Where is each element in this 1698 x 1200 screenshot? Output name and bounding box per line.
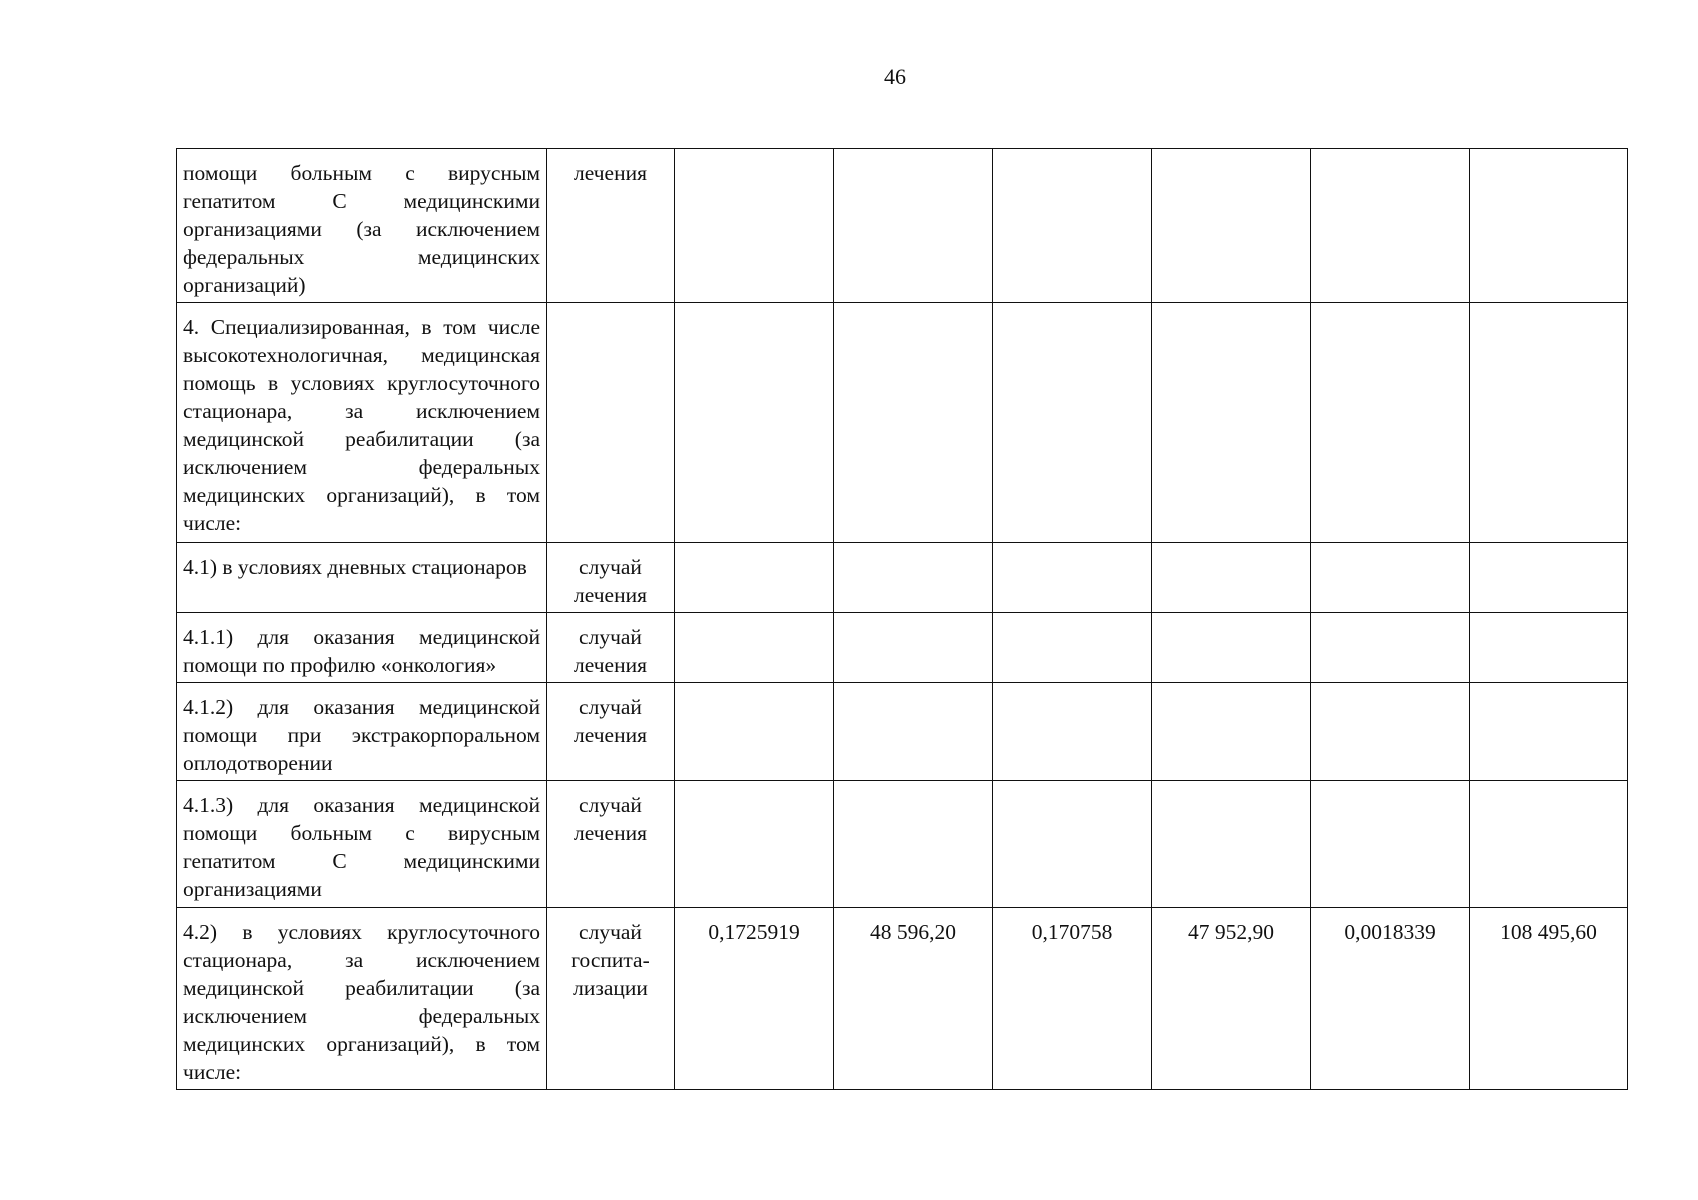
row-value: [834, 781, 993, 908]
row-name: 4. Специализированная, в том числе высокотехнологичная, медицинская помощь в условиях круглосуточного стационара, за исключением медицинской реабилитации (за исключением федеральных медицинских организаций), в том числе:: [177, 303, 547, 543]
page-number: 46: [884, 64, 906, 89]
table-row: [177, 908, 1628, 1090]
table-row: [177, 683, 1628, 781]
row-value: 108 495,60: [1470, 908, 1628, 1090]
row-value: [1152, 543, 1311, 613]
row-value: [993, 683, 1152, 781]
row-unit: случай госпита-лизации: [547, 908, 675, 1090]
table-row: [177, 303, 1628, 543]
row-value: 48 596,20: [834, 908, 993, 1090]
row-value: [834, 149, 993, 303]
row-name: 4.1) в условиях дневных стационаров: [177, 543, 547, 613]
row-value: [1152, 303, 1311, 543]
row-value: [834, 683, 993, 781]
row-value: 47 952,90: [1152, 908, 1311, 1090]
row-value: [993, 543, 1152, 613]
row-value: 0,170758: [993, 908, 1152, 1090]
row-value: [1470, 149, 1628, 303]
row-value: [1311, 781, 1470, 908]
row-value: [1311, 149, 1470, 303]
row-value: [1311, 613, 1470, 683]
row-unit: [547, 303, 675, 543]
data-table: [176, 148, 1628, 1090]
row-value: [993, 781, 1152, 908]
row-value: 0,1725919: [675, 908, 834, 1090]
row-value: [675, 683, 834, 781]
row-value: [1152, 149, 1311, 303]
row-value: [675, 781, 834, 908]
table-row: [177, 543, 1628, 613]
row-value: [1470, 683, 1628, 781]
row-name: 4.1.3) для оказания медицинской помощи больным с вирусным гепатитом С медицинскими организациями: [177, 781, 547, 908]
row-value: [1470, 781, 1628, 908]
row-value: [675, 149, 834, 303]
row-value: [1152, 613, 1311, 683]
row-value: [834, 543, 993, 613]
row-value: [675, 613, 834, 683]
row-name: 4.1.2) для оказания медицинской помощи при экстракорпоральном оплодотворении: [177, 683, 547, 781]
row-value: [1152, 781, 1311, 908]
row-value: [1311, 683, 1470, 781]
table-row: [177, 781, 1628, 908]
row-value: [993, 613, 1152, 683]
row-value: [1152, 683, 1311, 781]
row-value: [1311, 303, 1470, 543]
row-value: [1470, 613, 1628, 683]
row-value: [993, 303, 1152, 543]
row-value: [1311, 543, 1470, 613]
row-name: помощи больным с вирусным гепатитом С медицинскими организациями (за исключением федеральных медицинских организаций): [177, 149, 547, 303]
row-value: [1470, 303, 1628, 543]
row-unit: случай лечения: [547, 683, 675, 781]
row-name: 4.2) в условиях круглосуточного стационара, за исключением медицинской реабилитации (за исключением федеральных медицинских организаций), в том числе:: [177, 908, 547, 1090]
row-value: [1470, 543, 1628, 613]
row-unit: случай лечения: [547, 613, 675, 683]
table-row: [177, 613, 1628, 683]
row-value: [834, 303, 993, 543]
row-value: [675, 303, 834, 543]
row-name: 4.1.1) для оказания медицинской помощи по профилю «онкология»: [177, 613, 547, 683]
row-unit: случай лечения: [547, 543, 675, 613]
row-unit: случай лечения: [547, 781, 675, 908]
row-value: [675, 543, 834, 613]
row-unit: лечения: [547, 149, 675, 303]
table-row: [177, 149, 1628, 303]
row-value: [834, 613, 993, 683]
row-value: 0,0018339: [1311, 908, 1470, 1090]
row-value: [993, 149, 1152, 303]
